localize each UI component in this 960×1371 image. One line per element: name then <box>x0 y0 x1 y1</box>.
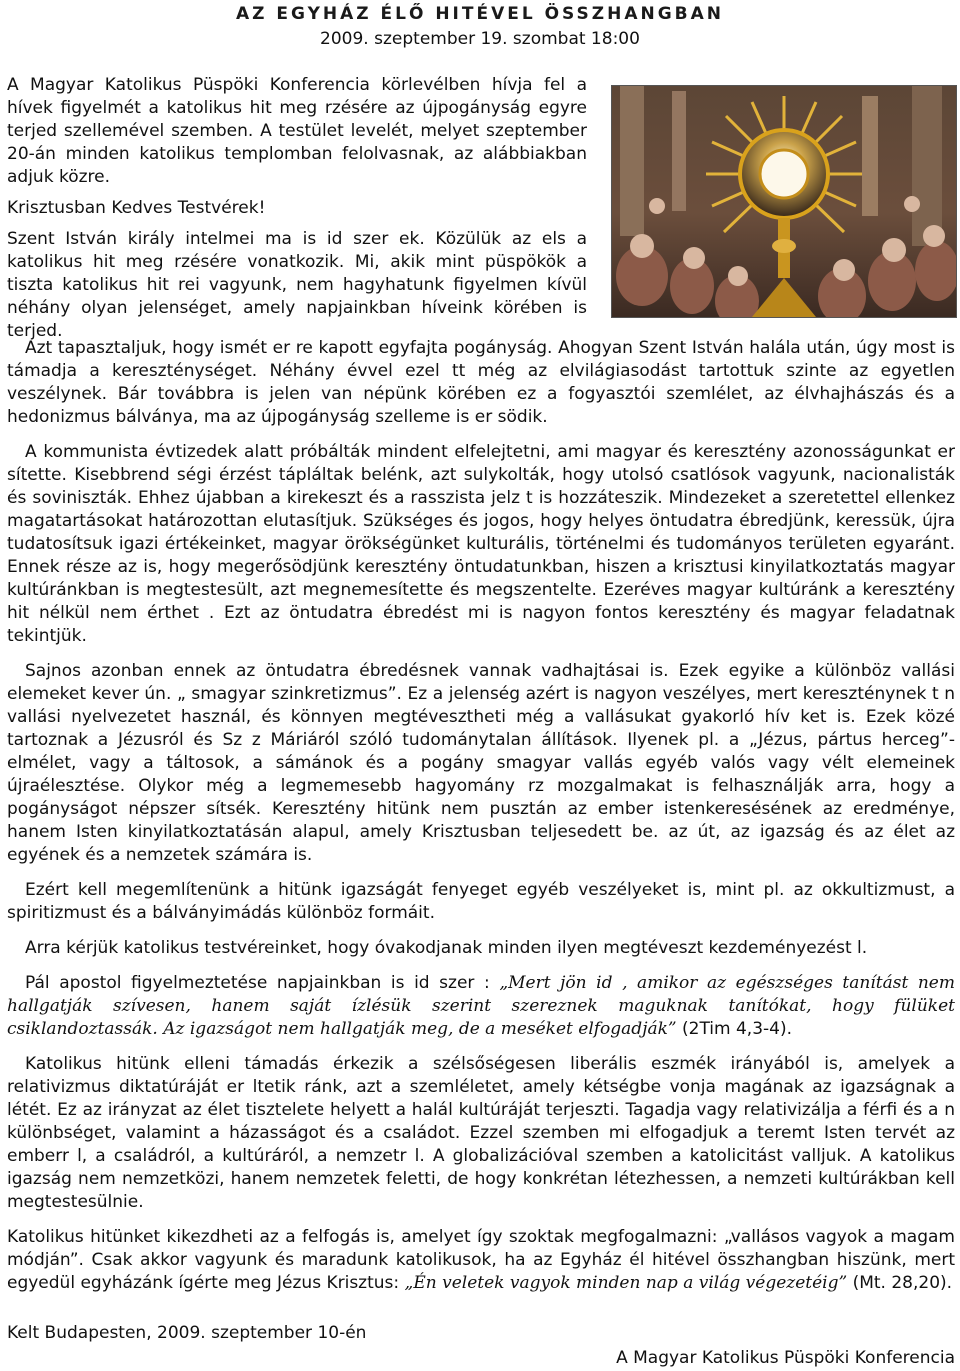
signature-date: Kelt Budapesten, 2009. szeptember 10-én <box>7 1323 367 1343</box>
paragraph-1: Szent István király intelmei ma is id szer ek. Közülük az els a katolikus hit meg rzésére vonatkozik. Mi, akik mint püspökök a tiszta katolikus hit rei vagyunk, nem hagyhatunk figyelmen kívül néhány olyan jelenséget, amely napjainkban híveink körében is terjed. <box>7 229 587 341</box>
document-title <box>0 4 960 24</box>
body-section <box>7 337 955 1295</box>
signature-org: A Magyar Katolikus Püspöki Konferencia <box>616 1348 955 1368</box>
paragraph-6: Arra kérjük katolikus testvéreinket, hogy óvakodjanak minden ilyen megtéveszt kezdeményezést l. <box>25 938 868 958</box>
bible-quote-2tim: „Mert jön id , amikor az egészséges tanítást nem hallgatják szívesen, hanem saját ízlésük szerint szereznek maguknak tanítókat, hogy fülüket csiklandoztassák. Az igazságot nem hallgatják meg, de a meséket elfogadják” <box>7 973 955 1039</box>
paragraph-8: Katolikus hitünk elleni támadás érkezik a szélsőségesen liberális eszmék irányából is, amelyek a relativizmus diktatúráját er ltetik ránk, azt a szemléletet, amely kétségbe vonja magának az igazságnak a létét. Ez az irányzat az élet tisztelete helyett a halál kultúráját terjeszti. Tagadja vagy relativizálja a férfi és a n különbséget, valamint a házasságot és a családot. Ezzel szemben mi elfogadjuk a teremt Isten tervét az emberr l, a családról, a kultúráról, a nemzetr l. A globalizációval szemben a katolicitást valljuk. A katolikus igazság nem nemzetközi, hanem nemzetek feletti, de hogy konkrétan létezhessen, a nemzeti kultúrákban kell megtestesülnie. <box>7 1054 955 1212</box>
paragraph-2: Azt tapasztaljuk, hogy ismét er re kapott egyfajta pogányság. Ahogyan Szent István halála után, úgy most is támadja a kereszténységet. Néhány évvel ezel tt még az elvilágiasodást tartottuk szinte az egyetlen veszélynek. Bár továbbra is jelen van népünk körében ez a fogyasztói szemlélet, az élvhajhászás és a hedonizmus bálványa, ma az újpogányság szelleme is er södik. <box>7 338 955 427</box>
paragraph-9-lead: Katolikus hitünket kikezdheti az a felfogás is, amelyet így szoktak megfogalmazni: „vallásos vagyok a magam módján”. Csak akkor vagyunk és maradunk katolikusok, ha az Egyház él hitével összhangban hiszünk, mert egyedül egyházánk ígérte meg Jézus Krisztus: <box>7 1227 955 1293</box>
paragraph-3: A kommunista évtizedek alatt próbálták mindent elfelejtetni, ami magyar és keresztény azonosságunkat er sítette. Kisebbrend ségi érzést tápláltak belénk, azt sulykolták, hogy utolsó csatlósok vagyunk, nacionalisták és soviniszták. Ehhez újabban a kirekeszt és a rasszista jelz t is hozzáteszik. Mindezeket a szeretettel ellenkez magatartásokat határozottan elutasítjuk. Szükséges és jogos, hogy helyes öntudatra ébredjünk, keressük, újra tudatosítsuk igazi értékeinket, magyar örökségünket kulturális, történelmi és tudományos területen egyaránt. Ennek része az is, hogy megerősödjünk keresztény öntudatunkban, hiszen a krisztusi kinyilatkoztatás magyar kultúránkban is megtestesült, azt megnemesítette és megszentelte. Ezeréves magyar kultúránk a keresztény hit nélkül nem érthet . Ezt az öntudatra ébredést mi is nagyon fontos keresztény és magyar feladatnak tekintjük. <box>7 442 955 646</box>
paragraph-5: Ezért kell megemlítenünk a hitünk igazságát fenyeget egyéb veszélyeket is, mint pl. az okkultizmust, a spiritizmust és a bálványimádás különböz formáit. <box>7 880 955 923</box>
paragraph-9-ref: (Mt. 28,20). <box>847 1273 953 1293</box>
title-text: AZ EGYHÁZ ÉLŐ HITÉVEL ÖSSZHANGBAN <box>235 4 725 24</box>
monstrance-photo <box>611 85 957 318</box>
paragraph-7-ref: (2Tim 4,3-4). <box>676 1019 793 1039</box>
paragraph-7-lead: Pál apostol figyelmeztetése napjainkban is id szer : <box>25 973 500 993</box>
monstrance-photo-icon <box>612 86 956 317</box>
paragraph-4: Sajnos azonban ennek az öntudatra ébredésnek vannak vadhajtásai is. Ezek egyike a különböz vallási elemeket kever ún. „ smagyar szinkretizmus”. Ez a jelenség azért is nagyon veszélyes, mert kereszténynek t n vallási nyelvezetet használ, és könnyen megtévesztheti még a vallásukat gyakorló hív ket is. Ezek közé tartoznak a Jézusról és Sz z Máriáról szóló tudománytalan állítások. Ilyenek pl. a „Jézus, pártus herceg”- elmélet, vagy a táltosok, a sámánok és a pogány smagyar vallás egyéb valós vagy vélt elemeinek újraélesztése. Olykor még a legmemesebb hagyomány rz mozgalmakat is felhasználják arra, hogy a pogányságot népszer sítsék. Keresztény hitünk nem pusztán az ember istenkeresésének az eredménye, hanem Isten kinyilatkoztatásán alapul, amely Krisztusban teljesedett be. az út, az igazság és az élet az egyének és a nemzetek számára is. <box>7 661 955 865</box>
paragraph-9 <box>7 1226 955 1295</box>
intro-lead: A Magyar Katolikus Püspöki Konferencia körlevélben hívja fel a hívek figyelmét a katolikus hit meg rzésére az újpogányság egyre terjed szellemével szemben. A testület levelét, melyet szeptember 20-án minden katolikus templomban felolvasnak, az alábbiakban adjuk közre. <box>7 75 587 187</box>
paragraph-7 <box>7 972 955 1041</box>
bible-quote-mt: „Én veletek vagyok minden nap a világ végezetéig” <box>404 1273 848 1293</box>
greeting: Krisztusban Kedves Testvérek! <box>7 198 266 218</box>
intro-section <box>7 74 587 343</box>
document-date: 2009. szeptember 19. szombat 18:00 <box>320 29 640 49</box>
